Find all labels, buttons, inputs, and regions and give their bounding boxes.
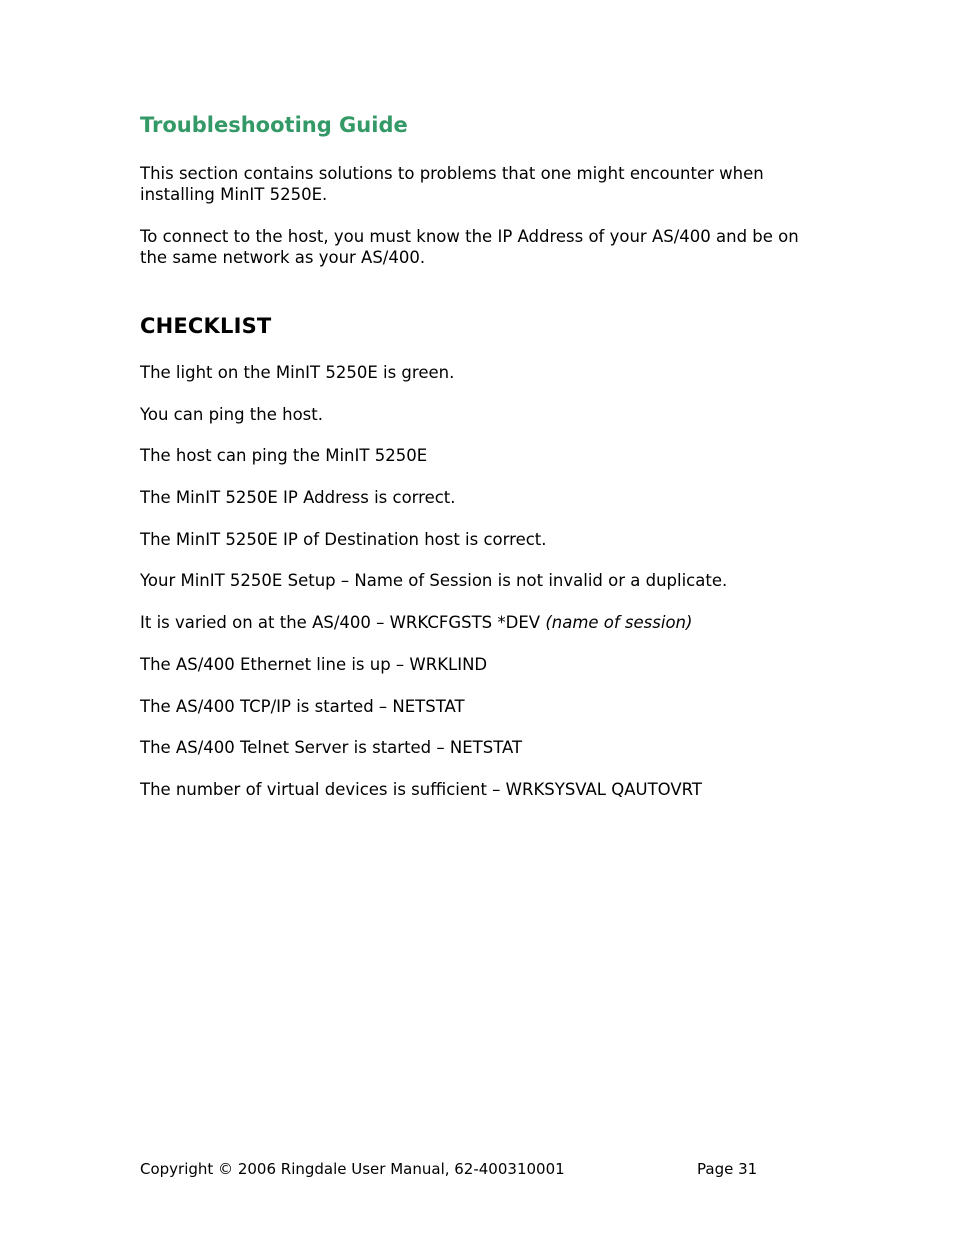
checklist-item: The host can ping the MinIT 5250E — [140, 446, 428, 466]
checklist-item-italic: (name of session) — [545, 613, 693, 633]
checklist-item: The number of virtual devices is sufficient – WRKSYSVAL QAUTOVRT — [140, 779, 703, 799]
checklist-item: The AS/400 Ethernet line is up – WRKLIND — [140, 654, 488, 674]
checklist-item: The light on the MinIT 5250E is green. — [140, 363, 455, 382]
page-title: Troubleshooting Guide — [140, 113, 408, 137]
footer-copyright: Copyright © 2006 Ringdale User Manual, 62-400310001 — [140, 1160, 565, 1178]
checklist-item: The AS/400 Telnet Server is started – NETSTAT — [140, 738, 523, 758]
checklist — [140, 362, 727, 821]
intro-paragraph-1: This section contains solutions to problems that one might encounter when installing MinIT 5250E. — [140, 164, 764, 204]
checklist-item-text: It is varied on at the AS/400 – WRKCFGSTS *DEV — [140, 613, 546, 633]
checklist-item: You can ping the host. — [140, 404, 323, 424]
checklist-item: Your MinIT 5250E Setup – Name of Session is not invalid or a duplicate. — [140, 571, 728, 591]
checklist-item: The MinIT 5250E IP of Destination host is correct. — [140, 529, 547, 549]
footer-page-number: Page 31 — [697, 1160, 758, 1178]
checklist-item: The AS/400 TCP/IP is started – NETSTAT — [140, 696, 465, 716]
intro-paragraph-2: To connect to the host, you must know the IP Address of your AS/400 and be on the same network as your AS/400. — [140, 227, 799, 267]
checklist-item — [140, 612, 727, 633]
checklist-item: The MinIT 5250E IP Address is correct. — [140, 488, 456, 508]
checklist-heading: CHECKLIST — [140, 314, 272, 338]
